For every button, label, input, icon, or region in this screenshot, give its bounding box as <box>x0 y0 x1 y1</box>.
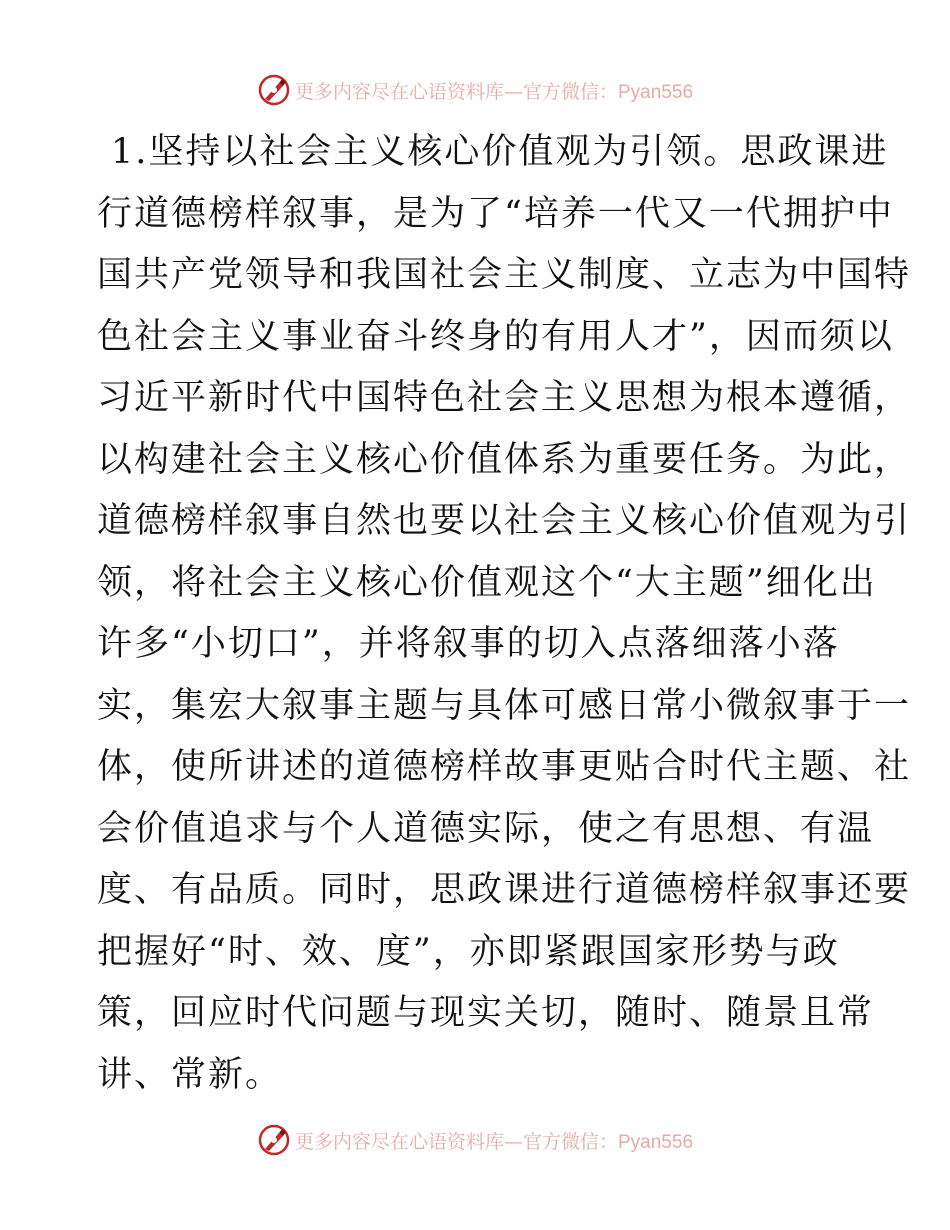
watermark-wechat-id: Pyan556 <box>618 1131 694 1153</box>
paragraph-line: 道德榜样叙事自然也要以社会主义核心价值观为引 <box>97 501 912 541</box>
paragraph-line: 把握好“时、效、度”，亦即紧跟国家形势与政 <box>97 931 840 972</box>
paragraph-line: 实，集宏大叙事主题与具体可感日常小微叙事于一 <box>97 685 912 726</box>
paragraph <box>97 122 912 1106</box>
watermark-text <box>295 1127 693 1154</box>
paragraph-line: 会价值追求与个人道德实际，使之有思想、有温 <box>97 808 875 849</box>
watermark-label: 更多内容尽在心语资料库—官方微信： <box>294 80 618 103</box>
watermark-text <box>295 77 693 104</box>
paragraph-line: 1.坚持以社会主义核心价值观为引领。思政课进 <box>111 132 889 172</box>
paragraph-line: 体，使所讲述的道德榜样故事更贴合时代主题、社 <box>97 747 912 787</box>
watermark-label: 更多内容尽在心语资料库—官方微信： <box>294 1130 618 1153</box>
paragraph-line: 国共产党领导和我国社会主义制度、立志为中国特 <box>97 255 912 295</box>
header-watermark <box>0 70 950 110</box>
footer-watermark <box>0 1120 950 1160</box>
paragraph-line: 策，回应时代问题与现实关切，随时、随景且常 <box>97 993 875 1033</box>
watermark-wechat-id: Pyan556 <box>618 81 694 103</box>
paragraph-line: 许多“小切口”，并将叙事的切入点落细落小落 <box>97 624 840 664</box>
paragraph-line: 行道德榜样叙事，是为了“培养一代又一代拥护中 <box>97 193 894 234</box>
paragraph-line: 色社会主义事业奋斗终身的有用人才”，因而须以 <box>97 316 894 357</box>
paragraph-line: 度、有品质。同时，思政课进行道德榜样叙事还要 <box>97 870 912 910</box>
paragraph-line: 习近平新时代中国特色社会主义思想为根本遵循， <box>97 378 912 418</box>
paragraph-line: 领，将社会主义核心价值观这个“大主题”细化出 <box>97 562 877 603</box>
paragraph-line: 讲、常新。 <box>97 1054 283 1095</box>
pen-circle-logo-icon <box>257 73 291 107</box>
pen-circle-logo-icon <box>257 1123 291 1157</box>
paragraph-line: 以构建社会主义核心价值体系为重要任务。为此， <box>97 439 912 480</box>
